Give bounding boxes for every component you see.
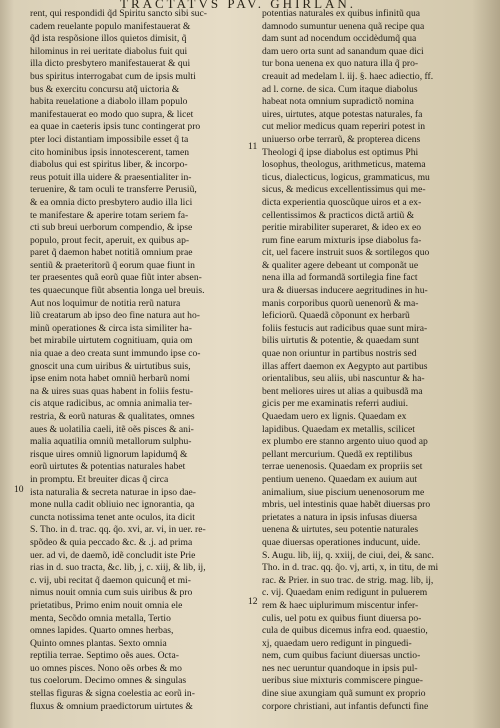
text-line: teruenire, & tam oculi te transferre Perusiũ, bbox=[30, 184, 197, 196]
text-line: ter praesentes quã eorũ quae fiũt inter absen- bbox=[30, 272, 202, 284]
text-line: gicis per me examinatis referri audiui. bbox=[262, 398, 408, 410]
text-line: liũ creatarum ab ipso deo fine natura aut ho- bbox=[30, 310, 200, 322]
text-line: c. vij. Quaedam enim redigunt in puluerem bbox=[262, 587, 428, 599]
text-line: lapidibus. Quaedam ex metallis, scilicet bbox=[262, 423, 415, 435]
margin-section-number: 10 bbox=[14, 484, 24, 495]
text-line: gnoscit una cum uiribus & uirtutibus suis, bbox=[30, 360, 191, 372]
text-line: paret q̃ daemon habet notitiã omnium prae bbox=[30, 247, 193, 259]
text-line: Quinto omnes plantas. Sexto omnia bbox=[30, 637, 167, 649]
text-line: tur bona uenena ex quo natura illa q̃ pro- bbox=[262, 58, 419, 70]
text-line: bet mirabile uirtutem cognitiuam, quia om bbox=[30, 335, 193, 347]
text-line: hilominus in rei ueritate diabolus fuit qui bbox=[30, 45, 188, 57]
text-line: ticus, dialecticus, logicus, grammaticus, mu bbox=[262, 171, 430, 183]
text-line: illas affert daemon ex Aegypto aut partibus bbox=[262, 360, 428, 372]
margin-section-number: 11 bbox=[248, 141, 258, 152]
text-line: foliis festucis aut radicibus quae sunt mira- bbox=[262, 322, 428, 334]
text-line: & ea omnia dicto presbytero audio illa lici bbox=[30, 196, 193, 208]
running-head: TRACTATVS PAV. GHIRLAN. bbox=[120, 0, 357, 11]
text-line: cuncta notissima tenet ante oculos, ita dicit bbox=[30, 511, 195, 523]
text-line: spõdeo & quia peccado &c. & .j. ad prima bbox=[30, 536, 193, 548]
text-line: bus spiritus interrogabat cum de ipsis multi bbox=[30, 70, 196, 82]
text-line: ueribus siue mixturis commiscere pingue- bbox=[262, 675, 423, 687]
text-line: uires, uirtutes, atque potestas naturales, fa bbox=[262, 108, 423, 120]
text-line: quae diuersas operationes inducunt, uide. bbox=[262, 536, 421, 548]
text-line: nimus nouit omnia cum suis uiribus & pro bbox=[30, 587, 193, 599]
text-line: cut melior medicus quam reperiri potest in bbox=[262, 121, 426, 133]
text-line: rent, qui respondidi q̃d Spiritu sancto sibi suc- bbox=[30, 8, 207, 19]
text-column-left bbox=[30, 8, 254, 713]
text-line: cito hominibus ipsis innotescerent, tamen bbox=[30, 146, 190, 158]
text-line: diabolus qui est spiritus liber, & incorpo- bbox=[30, 159, 188, 171]
text-line: in promptu. Et breuiter dicas q̃ circa bbox=[30, 473, 169, 485]
text-line: xj, quaedam uero redigunt in pinguedi- bbox=[262, 637, 412, 649]
text-line: & qualiter agere debeant ut componãt ue bbox=[262, 259, 419, 271]
text-line: corpore christiani, aut infantis defuncti fine bbox=[262, 700, 429, 712]
text-line: uer. ad vi, de daemõ, idẽ concludit iste Prie bbox=[30, 549, 196, 561]
text-line: prietatibus, Primo enim nouit omnia ele bbox=[30, 599, 183, 611]
text-line: illa dicto presbytero manifestauerat & qui bbox=[30, 58, 191, 70]
text-line: omnes lapides. Quarto omnes herbas, bbox=[30, 625, 174, 637]
text-line: mbris, uel intestinis quae habẽt diuersas pro bbox=[262, 499, 431, 511]
text-line: ura & diuersas inducere aegritudines in hu- bbox=[262, 285, 428, 297]
text-line: culis, uel potu ex quibus fiunt diuersa po- bbox=[262, 612, 422, 624]
text-line: ipse enim nota habet omniũ herbarũ nomi bbox=[30, 373, 190, 385]
text-line: reptilia terrae. Septimo oẽs aues. Octa- bbox=[30, 650, 179, 662]
text-line: rum fine earum mixturis ipse diabolus fa- bbox=[262, 234, 422, 246]
text-line: cis atque radicibus, ac omnia animalia ter- bbox=[30, 398, 193, 410]
text-line: manis corporibus quorũ uenenorũ & ma- bbox=[262, 297, 419, 309]
text-line: fluxus & omnium praedictorum uirtutes & bbox=[30, 700, 193, 712]
text-line: te manifestare & aperire totam seriem fa- bbox=[30, 209, 189, 221]
text-line: S. Tho. in d. trac. qq. q̃o. xvi, ar. vi, in uer. re- bbox=[30, 524, 206, 536]
text-line: minũ operationes & circa ista similiter ha- bbox=[30, 322, 192, 334]
text-line: Tho. in d. trac. qq. q̃o. vj, arti, x, in titu, de mi bbox=[262, 562, 439, 574]
text-line: c. vij, ubi recitat q̃ daemon quicunq̃ et mi- bbox=[30, 574, 191, 586]
text-line: reus potuit illa uidere & praesentialiter in- bbox=[30, 171, 192, 183]
text-line: S. Augu. lib, iij, q. xxiij, de ciui, dei, & sanc. bbox=[262, 549, 434, 561]
text-line: na & uires suas quas habent in foliis festu- bbox=[30, 385, 194, 397]
text-line: cellentissimos & practicos dictã artiũ & bbox=[262, 209, 415, 221]
text-line: rias in d. suo tracta, &c. lib, j, c. xiij, & lib, ij, bbox=[30, 562, 206, 574]
text-line: uniuerso orbe terrarũ, & propterea dicens bbox=[262, 133, 421, 145]
text-line: tes quaecunque fiũt absentia longa uel breuis. bbox=[30, 285, 205, 297]
text-line: pter loci distantiam impossibile esset q̃ ta bbox=[30, 133, 189, 145]
text-line: nia quae a deo creata sunt immundo ipse co- bbox=[30, 348, 201, 360]
text-line: ea quae in caeteris ipsis tunc contingerat pro bbox=[30, 121, 201, 133]
text-line: ad l. corne. de sica. Cum itaque diabolus bbox=[262, 83, 418, 95]
text-line: pellant mercurium. Quedã ex reptilibus bbox=[262, 448, 413, 460]
text-line: menta, Secõdo omnia metalla, Tertio bbox=[30, 612, 171, 624]
text-line: sicus, & medicus excellentissimus qui me- bbox=[262, 184, 426, 196]
text-line: pentium ueneno. Quaedam ex auium aut bbox=[262, 473, 418, 485]
text-line: cti sub breui uerborum compendio, & ipse bbox=[30, 222, 193, 234]
text-line: restria, & eorũ naturas & qualitates, omnes bbox=[30, 411, 195, 422]
text-line: eorũ uirtutes & potentias naturales habet bbox=[30, 461, 186, 473]
text-line: nes nec ueruntur quandoque in ipsis pul- bbox=[262, 662, 418, 674]
text-line: Theologi q̃ ipse diabolus est optimus Phi bbox=[262, 146, 419, 158]
text-line: quae non oriuntur in partibus nostris sed bbox=[262, 348, 417, 360]
text-line: rac. & Prier. in suo trac. de strig. mag. lib, ij, bbox=[262, 574, 434, 586]
text-line: malia aquatilia omniũ metallorum sulphu- bbox=[30, 436, 192, 448]
text-line: dam sunt ad nocendum occidèdumq̃ qua bbox=[262, 33, 417, 45]
text-line: stellas figuras & signa coelestia ac eorũ in- bbox=[30, 688, 195, 700]
text-line: cadem reuelante populo manifestauerat & bbox=[30, 20, 191, 32]
text-line: terrae uenenosis. Quaedam ex propriis set bbox=[262, 461, 423, 473]
text-line: losophus, theologus, arithmeticus, matema bbox=[262, 159, 426, 171]
text-line: rem & haec uiplurimum miscentur infer- bbox=[262, 599, 419, 611]
text-line: animalium, siue piscium uenenosorum me bbox=[262, 486, 425, 498]
text-line: mone nulla cadit obliuio nec ignorantia, qa bbox=[30, 499, 195, 511]
text-line: uenena & uirtutes, seu potentie naturales bbox=[262, 524, 419, 536]
text-line: Aut nos loquimur de notitia rerũ natura bbox=[30, 297, 181, 309]
text-line: manifestauerat eo modo quo supra, & licet bbox=[30, 108, 194, 120]
text-line: cit, uel facere instruit suos & sortilegos quo bbox=[262, 247, 430, 259]
text-line: orientalibus, seu aliis, ubi nascuntur & ha- bbox=[262, 373, 425, 385]
text-line: cula de quibus dicemus infra eod. quaestio, bbox=[262, 625, 428, 637]
text-line: potentias naturales ex quibus infinitũ qua bbox=[262, 8, 420, 19]
text-line: ista naturalia & secreta naturae in ipso dae- bbox=[30, 486, 196, 498]
text-line: habita reuelatione a diabolo illam populo bbox=[30, 96, 188, 108]
text-column-right bbox=[262, 8, 484, 713]
text-line: leficiorũ. Quaedã cõponunt ex herbarũ bbox=[262, 310, 410, 322]
text-line: nena illa ad formandã sortilegia fine fact bbox=[262, 272, 418, 284]
text-line: sentiũ & praeteritorũ q̃ eorum quae fiunt in bbox=[30, 259, 195, 271]
text-line: tus coelorum. Decimo omnes & singulas bbox=[30, 675, 187, 687]
text-line: dam uero orta sunt ad sanandum quae dici bbox=[262, 45, 424, 57]
text-line: uo omnes pisces. Nono oẽs orbes & mo bbox=[30, 662, 182, 674]
text-line: dicta experientia quoscũque uiros et a ex- bbox=[262, 196, 422, 208]
text-line: bent meliores uires ut alias a quibusdã ma bbox=[262, 385, 423, 397]
gutter-shadow bbox=[0, 0, 14, 728]
text-line: bilis uirtutis & potentie, & quaedam sunt bbox=[262, 335, 419, 347]
text-line: Quaedam uero ex lignis. Quaedam ex bbox=[262, 411, 407, 422]
text-line: prietates a natura in ipsis infusas diuersa bbox=[262, 511, 418, 523]
text-line: ex plumbo ere stanno argento uiuo quod ap bbox=[262, 436, 428, 448]
text-line: habeat nota omnium supradictõ nomina bbox=[262, 96, 414, 108]
margin-section-number: 12 bbox=[248, 596, 258, 607]
text-line: nem, cum quibus faciunt diuersas unctio- bbox=[262, 650, 421, 662]
text-line: creauit ad medelam l. iij. §. haec adiectio, ff. bbox=[262, 70, 434, 82]
text-line: bus & exercitu concursu atq̃ uictoria & bbox=[30, 83, 180, 95]
text-line: peritie mirabiliter superaret, & ideo ex eo bbox=[262, 222, 422, 234]
text-line: populo, prout fecit, aperuit, ex quibus ap- bbox=[30, 234, 190, 246]
text-line: q̃d ista respõsione illos quietos dimisit, q̃ bbox=[30, 33, 187, 45]
text-line: damnodo sumuntur uenena quã recipe qua bbox=[262, 20, 425, 32]
text-line: dine siue axungiam quã sumunt ex proprio bbox=[262, 688, 426, 700]
text-line: aues & uolatilia caeli, itẽ oẽs pisces & ani- bbox=[30, 423, 194, 435]
text-line: risque uires omniũ lignorum lapidumq̃ & bbox=[30, 448, 188, 460]
